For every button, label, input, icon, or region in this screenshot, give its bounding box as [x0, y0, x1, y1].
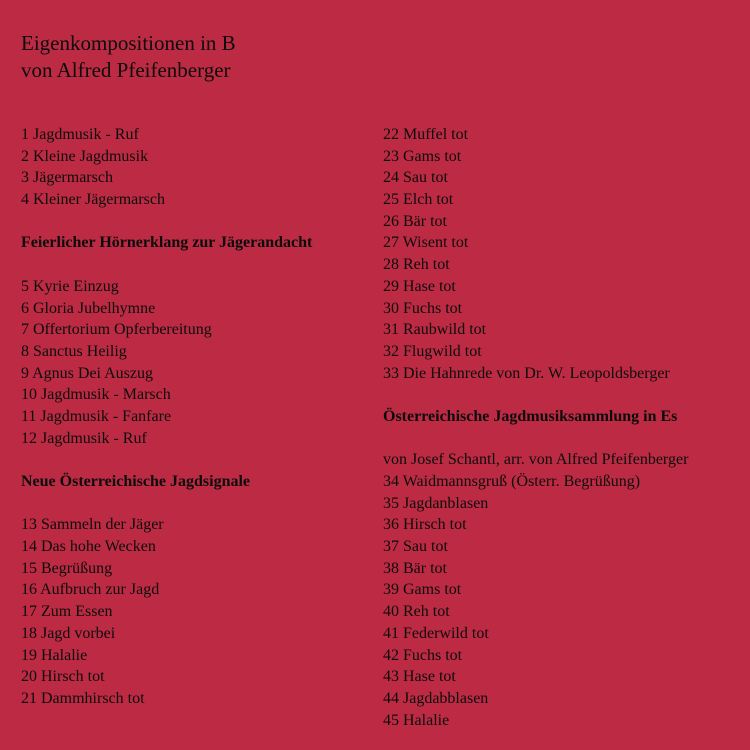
list-item: 18 Jagd vorbei: [21, 624, 116, 642]
title-line-2: von Alfred Pfeifenberger: [21, 58, 231, 82]
track-list-right: [383, 124, 688, 731]
list-item: 24 Sau tot: [383, 169, 448, 187]
spacer: [383, 384, 688, 406]
track-list-left: [21, 124, 312, 710]
list-item: 43 Hase tot: [383, 668, 456, 686]
list-item: 13 Sammeln der Jäger: [21, 516, 164, 534]
list-item: 35 Jagdanblasen: [383, 494, 489, 512]
list-item: 14 Das hohe Wecken: [21, 538, 156, 556]
section-heading: Österreichische Jagdmusiksammlung in Es: [383, 407, 678, 425]
list-item: 22 Muffel tot: [383, 126, 469, 143]
list-item: 31 Raubwild tot: [383, 321, 487, 339]
list-item: 11 Jagdmusik - Fanfare: [21, 407, 172, 425]
list-item: 17 Zum Essen: [21, 603, 113, 621]
section-heading: Neue Österreichische Jagdsignale: [21, 473, 251, 490]
list-item: 26 Bär tot: [383, 212, 447, 230]
list-item: 15 Begrüßung: [21, 559, 113, 577]
list-item: 44 Jagdabblasen: [383, 689, 489, 707]
list-item: 16 Aufbruch zur Jagd: [21, 581, 160, 599]
list-item: 12 Jagdmusik - Ruf: [21, 429, 147, 447]
list-item: 30 Fuchs tot: [383, 299, 463, 317]
list-item: 1 Jagdmusik - Ruf: [21, 126, 139, 143]
list-item: 3 Jägermarsch: [21, 169, 113, 187]
list-item: 23 Gams tot: [383, 147, 462, 165]
list-item: 2 Kleine Jagdmusik: [21, 147, 149, 165]
spacer: [21, 449, 312, 471]
list-item: 28 Reh tot: [383, 256, 450, 274]
list-item: 21 Dammhirsch tot: [21, 689, 145, 707]
list-item: 25 Elch tot: [383, 191, 454, 209]
list-item: 4 Kleiner Jägermarsch: [21, 191, 165, 209]
list-item: 41 Federwild tot: [383, 624, 489, 642]
page-title: [21, 30, 236, 84]
list-item: 10 Jagdmusik - Marsch: [21, 386, 171, 404]
list-item: 29 Hase tot: [383, 277, 456, 295]
title-line-1: Eigenkompositionen in B: [21, 31, 236, 55]
section-heading: Feierlicher Hörnerklang zur Jägerandacht: [21, 234, 313, 252]
list-item: 39 Gams tot: [383, 581, 462, 599]
list-item: 5 Kyrie Einzug: [21, 277, 119, 295]
list-item: 9 Agnus Dei Auszug: [21, 364, 153, 382]
list-item: 32 Flugwild tot: [383, 342, 482, 360]
list-item: 45 Halalie: [383, 711, 450, 729]
list-item: 36 Hirsch tot: [383, 516, 467, 534]
list-item: 20 Hirsch tot: [21, 668, 105, 686]
list-item: 19 Halalie: [21, 646, 88, 664]
list-item: 40 Reh tot: [383, 603, 450, 621]
list-item: 34 Waidmannsgruß (Österr. Begrüßung): [383, 473, 641, 490]
list-item: 27 Wisent tot: [383, 234, 469, 252]
spacer: [21, 493, 312, 515]
list-item: 6 Gloria Jubelhymne: [21, 299, 156, 317]
list-item: 8 Sanctus Heilig: [21, 342, 127, 360]
spacer: [21, 254, 312, 276]
list-item: 37 Sau tot: [383, 538, 448, 556]
spacer: [383, 428, 688, 450]
list-item: von Josef Schantl, arr. von Alfred Pfeifenberger: [383, 451, 689, 469]
list-item: 7 Offertorium Opferbereitung: [21, 321, 212, 339]
list-item: 42 Fuchs tot: [383, 646, 463, 664]
spacer: [21, 211, 312, 233]
list-item: 38 Bär tot: [383, 559, 447, 577]
list-item: 33 Die Hahnrede von Dr. W. Leopoldsberger: [383, 364, 670, 382]
